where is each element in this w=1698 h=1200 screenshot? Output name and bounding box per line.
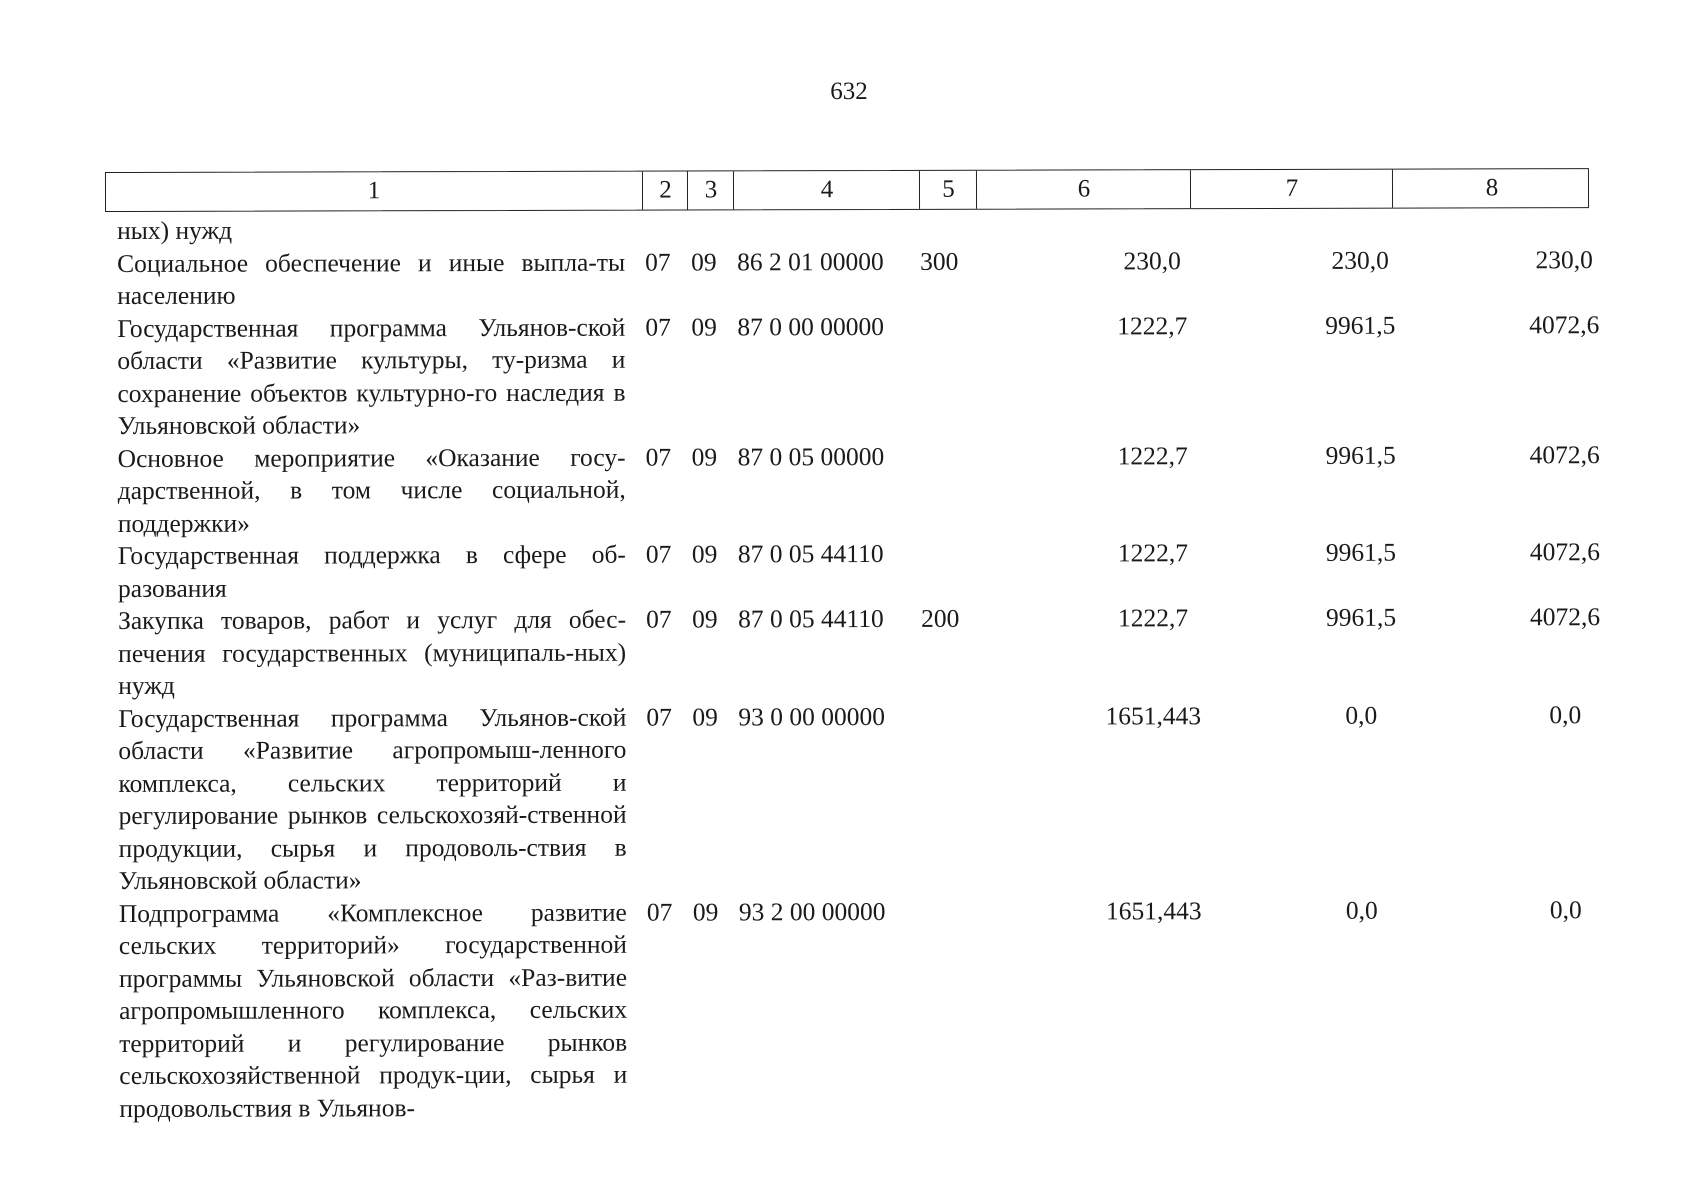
row-value-7: 9961,5 bbox=[1325, 440, 1396, 470]
header-col-3: 3 bbox=[687, 171, 734, 209]
row-value-7: 0,0 bbox=[1345, 895, 1378, 925]
table-header bbox=[105, 168, 1589, 212]
row-value-6: 1222,7 bbox=[1117, 603, 1189, 633]
row-subsection: 09 bbox=[692, 896, 719, 926]
table-row bbox=[118, 601, 1601, 702]
row-value-8: 4072,6 bbox=[1529, 537, 1600, 567]
header-col-2: 2 bbox=[642, 171, 688, 209]
header-col-8: 8 bbox=[1392, 169, 1591, 208]
row-description: Государственная программа Ульянов-ской области «Развитие культуры, ту-ризма и сохранение объектов культурно-го наследия в Ульяновской области» bbox=[117, 312, 626, 440]
row-value-8: 4072,6 bbox=[1529, 309, 1600, 339]
row-section: 07 bbox=[646, 897, 673, 927]
row-value-6: 1222,7 bbox=[1117, 440, 1188, 470]
row-subsection: 09 bbox=[692, 701, 718, 731]
row-section: 07 bbox=[645, 442, 672, 472]
row-description: Закупка товаров, работ и услуг для обес-печения государственных (муниципаль-ных) нужд bbox=[118, 604, 627, 700]
table-row bbox=[117, 244, 1597, 313]
row-section: 07 bbox=[645, 247, 671, 277]
row-description: Основное мероприятие «Оказание госу-дарственной, в том числе социальной, поддержки» bbox=[117, 442, 626, 538]
row-value-6: 1222,7 bbox=[1117, 538, 1188, 568]
row-target-article: 86 2 01 00000 bbox=[737, 246, 884, 276]
row-description: Государственная программа Ульянов-ской области «Развитие агропромыш-ленного комплекса, сельских территорий и регулирование рынков сельскохозяй-ственной продукции, сырья и продоволь-ствия в Ульяновской области» bbox=[118, 702, 627, 895]
row-value-7: 9961,5 bbox=[1325, 537, 1396, 567]
row-value-7: 9961,5 bbox=[1325, 310, 1396, 340]
row-value-7: 230,0 bbox=[1331, 245, 1389, 275]
row-description: Государственная поддержка в сфере об-разования bbox=[117, 539, 626, 603]
table-row bbox=[119, 894, 1600, 1125]
row-target-article: 93 2 00 00000 bbox=[738, 896, 886, 926]
table-body bbox=[117, 211, 1599, 1125]
row-target-article: 87 0 00 00000 bbox=[737, 311, 884, 341]
table-row bbox=[117, 309, 1600, 443]
row-value-6: 1222,7 bbox=[1117, 310, 1188, 340]
row-value-6: 1651,443 bbox=[1105, 700, 1202, 730]
table-row bbox=[118, 699, 1599, 898]
row-value-8: 0,0 bbox=[1549, 699, 1582, 729]
row-target-article: 87 0 05 00000 bbox=[737, 441, 885, 471]
row-description: ных) нужд bbox=[117, 215, 233, 245]
row-value-6: 230,0 bbox=[1123, 245, 1181, 275]
row-section: 07 bbox=[645, 539, 672, 569]
row-target-article: 87 0 05 44110 bbox=[738, 603, 884, 634]
page-number: 632 bbox=[830, 78, 868, 105]
row-section: 07 bbox=[646, 702, 672, 732]
row-description: Подпрограмма «Комплексное развитие сельских территорий» государственной программы Ульяновской области «Раз-витие агропромышленного комплекса, сельских территорий и регулирование рынков сельскохозяйственной продук-ции, сырья и продовольствия в Ульянов- bbox=[118, 897, 628, 1123]
table-row bbox=[118, 536, 1598, 605]
table-row bbox=[117, 211, 1597, 247]
row-subsection: 09 bbox=[691, 311, 717, 341]
row-subsection: 09 bbox=[691, 441, 718, 471]
row-subsection: 09 bbox=[691, 246, 717, 276]
row-value-7: 0,0 bbox=[1345, 700, 1378, 730]
row-expense-type: 300 bbox=[920, 246, 959, 276]
header-col-1: 1 bbox=[367, 177, 381, 205]
row-expense-type: 200 bbox=[921, 603, 960, 633]
row-section: 07 bbox=[646, 604, 672, 634]
row-value-6: 1651,443 bbox=[1105, 895, 1202, 925]
header-col-5: 5 bbox=[919, 171, 977, 209]
header-col-6: 6 bbox=[976, 170, 1191, 209]
row-value-8: 4072,6 bbox=[1529, 439, 1600, 469]
header-col-7: 7 bbox=[1190, 170, 1393, 209]
row-target-article: 87 0 05 44110 bbox=[737, 538, 884, 569]
row-subsection: 09 bbox=[692, 604, 718, 634]
row-value-8: 0,0 bbox=[1549, 894, 1582, 924]
row-value-7: 9961,5 bbox=[1325, 602, 1397, 632]
row-section: 07 bbox=[645, 312, 671, 342]
header-col-4: 4 bbox=[733, 171, 920, 209]
row-value-8: 230,0 bbox=[1535, 244, 1593, 274]
row-target-article: 93 0 00 00000 bbox=[738, 701, 885, 731]
row-subsection: 09 bbox=[691, 539, 718, 569]
row-value-8: 4072,6 bbox=[1529, 602, 1601, 632]
row-description: Социальное обеспечение и иные выпла-ты населению bbox=[117, 247, 626, 310]
table-row bbox=[118, 439, 1598, 540]
